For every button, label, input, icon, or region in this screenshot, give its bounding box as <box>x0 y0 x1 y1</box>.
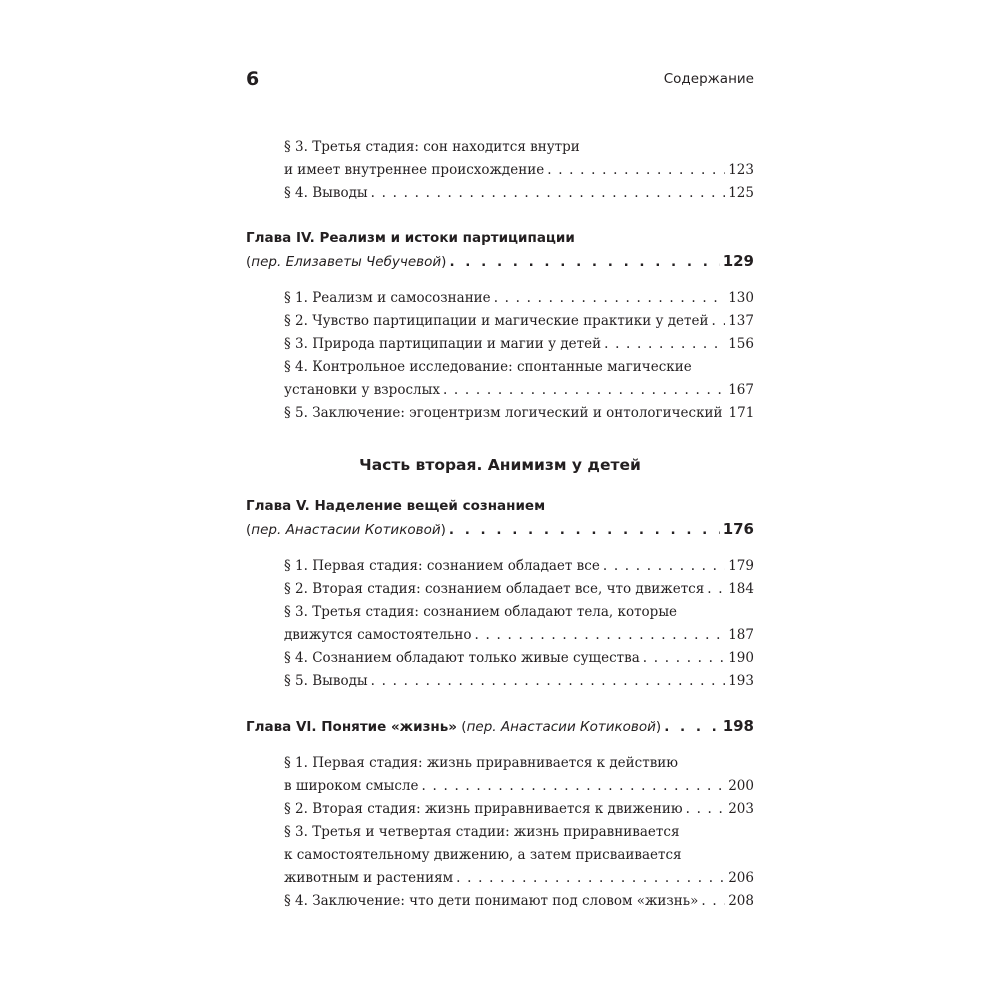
chapter-title: Глава V. Наделение вещей сознанием <box>246 498 546 514</box>
page-number: 6 <box>246 68 260 90</box>
toc-entry-ch6-s1[interactable] <box>246 752 754 798</box>
toc-entry-ch5-s1[interactable] <box>246 555 754 578</box>
dot-leader <box>422 775 726 798</box>
toc-page-number: 179 <box>728 558 754 574</box>
chapter-translator: пер. Анастасии Котиковой <box>251 522 441 538</box>
dot-leader <box>475 624 726 647</box>
dot-leader <box>686 798 726 821</box>
toc-page-number: 137 <box>728 313 754 329</box>
toc-page-number: 187 <box>728 627 754 643</box>
toc-page-number: 125 <box>728 185 754 201</box>
toc-entry-line: § 3. Третья стадия: сон находится внутри <box>284 139 580 155</box>
toc-page-number: 200 <box>728 778 754 794</box>
toc-entry-line: движутся самостоятельно <box>284 627 472 643</box>
toc-entry-label: § 5. Заключение: эгоцентризм логический и онтологический <box>284 405 723 421</box>
toc-entry-ch4-s1[interactable] <box>246 287 754 310</box>
toc-entry-ch5-s2[interactable] <box>246 578 754 601</box>
toc-entry-line: к самостоятельному движению, а затем присваивается <box>284 847 682 863</box>
toc-entry-ch4-s2[interactable] <box>246 310 754 333</box>
dot-leader <box>664 716 720 739</box>
toc-entry-ch3-s3[interactable] <box>246 136 754 182</box>
toc-entry-label: § 2. Чувство партиципации и магические практики у детей <box>284 313 709 329</box>
toc-page-number: 208 <box>728 893 754 909</box>
toc-entry-ch5-s3[interactable] <box>246 601 754 647</box>
toc-entry-line: животным и растениям <box>284 870 454 886</box>
toc-page-number: 123 <box>728 162 754 178</box>
toc-chapter-5[interactable] <box>246 495 754 542</box>
toc-page-number: 130 <box>728 290 754 306</box>
toc-page-number: 206 <box>728 870 754 886</box>
toc-page-number: 198 <box>722 717 754 735</box>
toc-page-number: 193 <box>728 673 754 689</box>
toc-entry-line: § 4. Контрольное исследование: спонтанные магические <box>284 359 692 375</box>
dot-leader <box>449 251 719 274</box>
toc-entry-line: § 1. Первая стадия: жизнь приравнивается к действию <box>284 755 679 771</box>
paren: ) <box>655 719 662 735</box>
paren: ) <box>441 254 447 270</box>
paren: ) <box>440 522 446 538</box>
dot-leader <box>494 287 726 310</box>
toc-entry-label: § 4. Заключение: что дети понимают под словом «жизнь» <box>284 893 699 909</box>
toc-entry-ch3-s4[interactable] <box>246 182 754 205</box>
toc-page-number: 156 <box>728 336 754 352</box>
paren: ( <box>246 522 252 538</box>
toc-entry-ch5-s5[interactable] <box>246 670 754 693</box>
toc-page-number: 167 <box>728 382 754 398</box>
toc-page-number: 190 <box>728 650 754 666</box>
toc-entry-line: § 3. Третья и четвертая стадии: жизнь приравнивается <box>284 824 680 840</box>
toc-page-number: 171 <box>728 405 755 421</box>
dot-leader <box>707 578 725 601</box>
toc-entry-line: и имеет внутреннее происхождение <box>284 162 545 178</box>
toc-entry-ch6-s3[interactable] <box>246 821 754 890</box>
toc-entry-ch4-s3[interactable] <box>246 333 754 356</box>
dot-leader <box>449 519 720 542</box>
toc-entry-label: § 1. Первая стадия: сознанием обладает все <box>284 558 600 574</box>
chapter-translator: пер. Елизаветы Чебучевой <box>251 254 442 270</box>
toc-page-number: 203 <box>728 801 754 817</box>
chapter-title: Глава IV. Реализм и истоки партиципации <box>246 230 575 246</box>
dot-leader <box>603 555 725 578</box>
dot-leader <box>604 333 725 356</box>
dot-leader <box>443 379 725 402</box>
dot-leader <box>643 647 725 670</box>
toc-entry-label: § 5. Выводы <box>284 673 368 689</box>
toc-entry-label: § 2. Вторая стадия: жизнь приравнивается к движению <box>284 801 683 817</box>
toc-page-number: 129 <box>722 252 754 270</box>
chapter-translator: пер. Анастасии Котиковой <box>466 719 656 735</box>
toc-chapter-6[interactable] <box>246 715 754 739</box>
toc-entry-ch4-s4[interactable] <box>246 356 754 402</box>
toc-entry-ch4-s5[interactable] <box>246 402 754 425</box>
paren: ( <box>246 254 252 270</box>
running-title: Содержание <box>663 71 754 87</box>
toc-entry-label: § 4. Выводы <box>284 185 368 201</box>
part-title[interactable]: Часть вторая. Анимизм у детей <box>359 456 641 474</box>
toc-entry-line: установки у взрослых <box>284 382 440 398</box>
toc-entry-ch6-s4[interactable] <box>246 890 754 913</box>
toc-entry-label: § 4. Сознанием обладают только живые существа <box>284 650 640 666</box>
toc-page-number: 184 <box>728 581 754 597</box>
paren: ( <box>457 719 467 735</box>
toc-entry-label: § 3. Природа партиципации и магии у детей <box>284 336 602 352</box>
dot-leader <box>371 670 726 693</box>
dot-leader <box>712 310 726 333</box>
dot-leader <box>371 182 726 205</box>
toc-chapter-4[interactable] <box>246 227 754 274</box>
toc-entry-line: § 3. Третья стадия: сознанием обладают тела, которые <box>284 604 678 620</box>
dot-leader <box>456 867 725 890</box>
toc-entry-ch5-s4[interactable] <box>246 647 754 670</box>
toc-page-number: 176 <box>722 520 754 538</box>
chapter-title: Глава VI. Понятие «жизнь» <box>246 719 458 735</box>
table-of-contents <box>246 136 754 913</box>
toc-entry-label: § 2. Вторая стадия: сознанием обладает все, что движется <box>284 581 705 597</box>
dot-leader <box>547 159 725 182</box>
dot-leader <box>701 890 725 913</box>
toc-entry-line: в широком смысле <box>284 778 419 794</box>
toc-entry-label: § 1. Реализм и самосознание <box>284 290 491 306</box>
toc-entry-ch6-s2[interactable] <box>246 798 754 821</box>
